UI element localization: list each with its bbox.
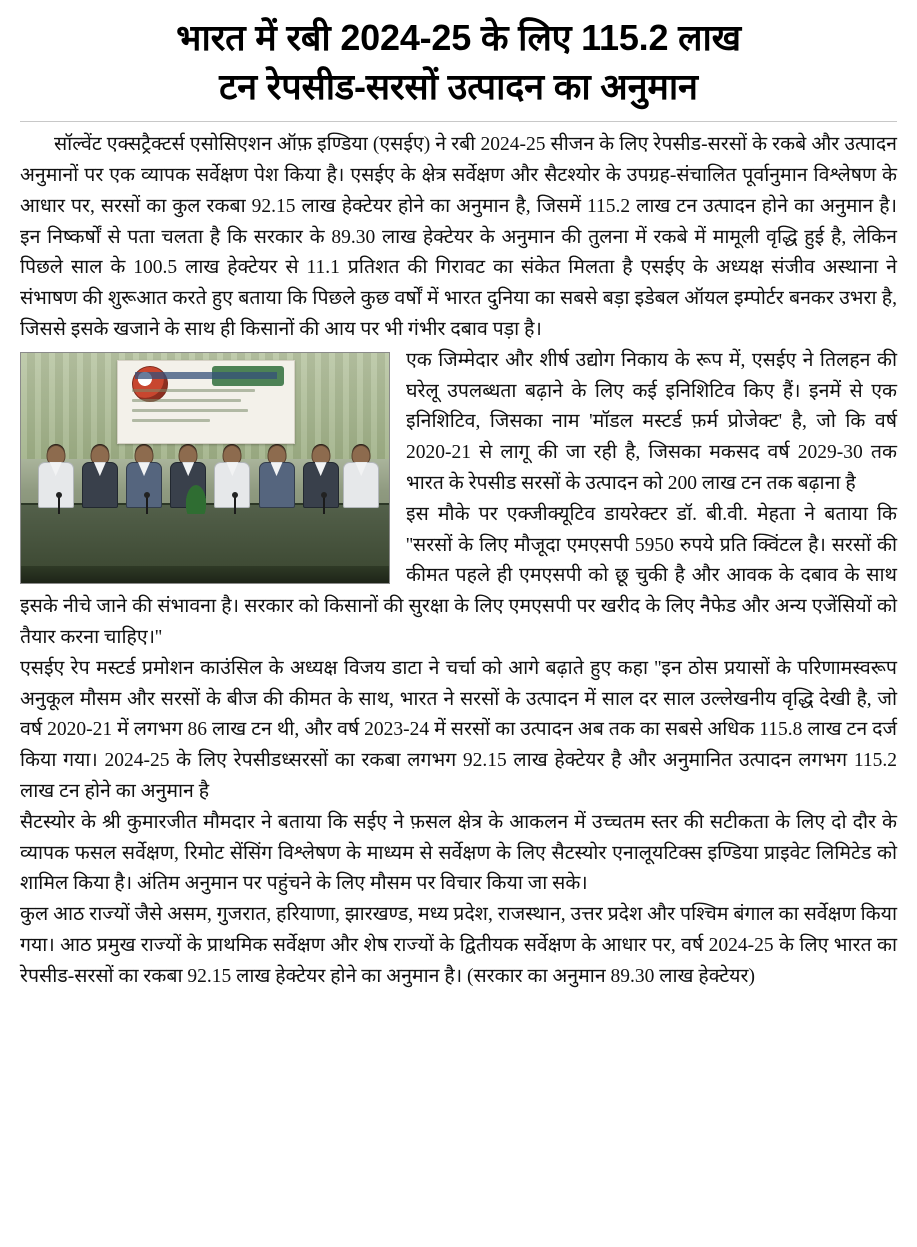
- photo-banner-text-line-2: [132, 399, 242, 402]
- photo-banner-text-line-1: [132, 389, 256, 392]
- article-paragraph-4: एसईए रेप मस्टर्ड प्रमोशन काउंसिल के अध्यक्ष विजय डाटा ने चर्चा को आगे बढ़ाते हुए कहा ''इन ठोस प्रयासों के परिणामस्वरूप अनुकूल मौसम और सरसों के बीज की कीमत के साथ, भारत ने सरसों के उत्पादन में साल दर साल उल्लेखनीय वृद्धि देखी है, जो वर्ष 2020-21 में लगभग 86 लाख टन थी, और वर्ष 2023-24 में सरसों का उत्पादन अब तक का सबसे अधिक 115.8 लाख टन दर्ज किया गया। 2024-25 के लिए रेपसीडध्सरसों का रकबा लगभग 92.15 लाख हेक्टेयर है और अनुमानित उत्पादन लगभग 115.2 लाख टन होने का अनुमान है: [20, 657, 897, 802]
- article-paragraph-3: इस मौके पर एक्जीक्यूटिव डायरेक्टर डॉ. बी.वी. मेहता ने बताया कि ''सरसों के लिए मौजूदा एमएसपी 5950 रुपये प्रति क्विंटल है। सरसों की कीमत पहले ही एमएसपी को छू चुकी है और आवक के दबाव के साथ इसके नीचे जाने की संभावना है। सरकार को किसानों की सुरक्षा के लिए एमएसपी पर खरीद के लिए नैफेड और अन्य एजेंसियों को तैयार करना चाहिए।'': [20, 503, 897, 648]
- photo-panelist: [341, 445, 381, 509]
- conference-panel-photo: [20, 352, 390, 584]
- article-paragraph-2: एक जिम्मेदार और शीर्ष उद्योग निकाय के रूप में, एसईए ने तिलहन की घरेलू उपलब्धता बढ़ाने के लिए कई इनिशिटिव किए हैं। इनमें से एक इनिशिटिव, जिसका नाम 'मॉडल मस्टर्ड फ़र्म प्रोजेक्ट' है, जो कि वर्ष 2020-21 से लागू की जा रही है, जिसका मकसद वर्ष 2029-30 तक भारत के रेपसीड सरसों के उत्पादन को 200 लाख टन तक बढ़ाना है: [406, 349, 897, 494]
- photo-plant-decoration: [183, 480, 209, 514]
- article-figure: [20, 352, 390, 584]
- photo-microphone-icon: [146, 496, 148, 514]
- photo-banner-text-line-3: [132, 409, 249, 412]
- photo-panelist: [257, 445, 297, 509]
- photo-panelist: [301, 445, 341, 509]
- headline-divider: [20, 121, 897, 122]
- photo-microphone-icon: [58, 496, 60, 514]
- photo-stage-banner: [117, 360, 296, 445]
- photo-microphone-icon: [323, 496, 325, 514]
- photo-panelist: [212, 445, 252, 509]
- page-title: [30, 14, 887, 111]
- article-paragraph-6: कुल आठ राज्यों जैसे असम, गुजरात, हरियाणा, झारखण्ड, मध्य प्रदेश, राजस्थान, उत्तर प्रदेश और पश्चिम बंगाल का सर्वेक्षण किया गया। आठ प्रमुख राज्यों के प्राथमिक सर्वेक्षण और शेष राज्यों के द्वितीयक सर्वेक्षण के आधार पर, वर्ष 2024-25 के लिए भारत का रेपसीड-सरसों का रकबा 92.15 लाख हेक्टेयर होने का अनुमान है। (सरकार का अनुमान 89.30 लाख हेक्टेयर): [20, 904, 897, 987]
- photo-dais-table: [21, 503, 389, 583]
- headline-line-1: भारत में रबी 2024-25 के लिए 115.2 लाख: [176, 17, 741, 58]
- photo-association-logo-icon: [132, 366, 168, 402]
- photo-panelist: [36, 445, 76, 509]
- article-paragraph-1: सॉल्वेंट एक्सट्रैक्टर्स एसोसिएशन ऑफ़ इण्डिया (एसईए) ने रबी 2024-25 सीजन के लिए रेपसीड-सरसों के रकबे और उत्पादन अनुमानों पर एक व्यापक सर्वेक्षण पेश किया है। एसईए के क्षेत्र सर्वेक्षण और सैटश्योर के उपग्रह-संचालित पूर्वानुमान विश्लेषण के आधार पर, सरसों का कुल रकबा 92.15 लाख हेक्टेयर होने का अनुमान है, जिसमें 115.2 लाख टन उत्पादन होने का अनुमान है। इन निष्कर्षों से पता चलता है कि सरकार के 89.30 लाख हेक्टेयर के अनुमान की तुलना में रकबे में मामूली वृद्धि हुई है, लेकिन पिछले साल के 100.5 लाख हेक्टेयर से 11.1 प्रतिशत की गिरावट का संकेत मिलता है एसईए के अध्यक्ष संजीव अस्थाना ने संभाषण की शुरूआत करते हुए बताया कि पिछले कुछ वर्षों में भारत दुनिया का सबसे बड़ा इडेबल ऑयल इम्पोर्टर बनकर उभरा है, जिससे इसके खजाने के साथ ही किसानों की आय पर भी गंभीर दबाव पड़ा है।: [20, 134, 897, 340]
- headline-line-2: टन रेपसीड-सरसों उत्पादन का अनुमान: [219, 65, 698, 107]
- photo-microphone-icon: [234, 496, 236, 514]
- photo-panelist: [124, 445, 164, 509]
- photo-banner-text-line-4: [132, 419, 210, 422]
- article-paragraph-5: सैटस्योर के श्री कुमारजीत मौमदार ने बताया कि सईए ने फ़सल क्षेत्र के आकलन में उच्चतम स्तर की सटीकता के लिए दो दौर के व्यापक फसल सर्वेक्षण, रिमोट सेंसिंग विश्लेषण के माध्यम से सर्वेक्षण के लिए सैटस्योर एनालूयटिक्स इण्डिया प्राइवेट लिमिटेड को शामिल किया है। अंतिम अनुमान पर पहुंचने के लिए मौसम पर विचार किया जा सके।: [20, 811, 897, 895]
- article-body: [20, 130, 897, 992]
- photo-panelist: [80, 445, 120, 509]
- photo-table-skirt: [21, 566, 389, 583]
- photo-banner-title-bar: [135, 372, 276, 379]
